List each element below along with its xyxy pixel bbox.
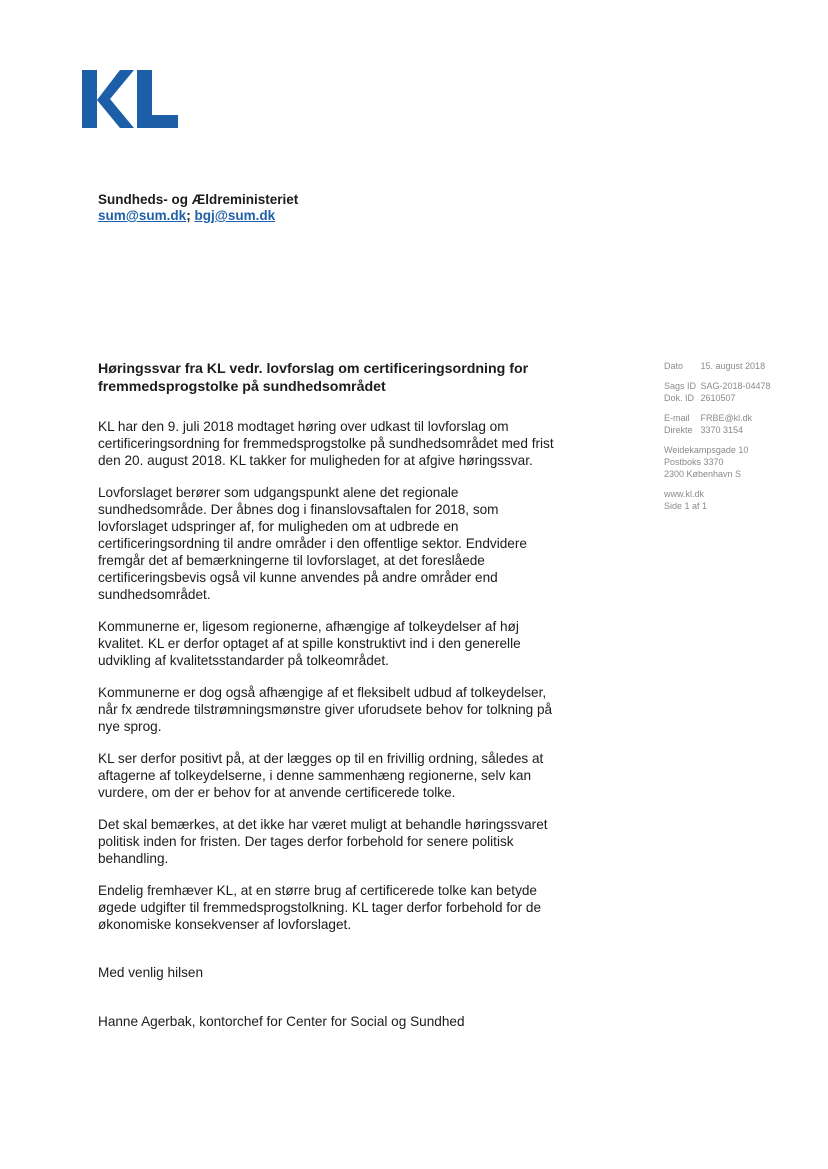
- meta-email: E-mail FRBE@kl.dk: [664, 413, 753, 423]
- email-link-1[interactable]: sum@sum.dk: [98, 208, 187, 223]
- recipient-name: Sundheds- og Ældreministeriet: [98, 192, 299, 207]
- meta-date: Dato 15. august 2018: [664, 361, 766, 371]
- meta-sags-id: Sags ID SAG-2018-04478: [664, 381, 771, 391]
- paragraph: Lovforslaget berører som udgangspunkt alene det regionale sundhedsområde. Der åbnes dog i finanslovsaftalen for 2018, som lovforslaget udspringer af, for muligheden om at udbrede en certificeringsordning til andre områder i den offentlige sektor. Endvidere fremgår det af bemærkningerne til lovforslaget, at det foreslåede certificeringsbevis også vil kunne anvendes på andre områder end sundhedsområdet.: [98, 485, 527, 602]
- meta-dok-id: Dok. ID 2610507: [664, 393, 736, 403]
- letter-subject: Høringssvar fra KL vedr. lovforslag om certificeringsordning for fremmedsprogstolke på sundhedsområdet: [98, 361, 529, 395]
- paragraph: Endelig fremhæver KL, at en større brug af certificerede tolke kan betyde øgede udgifter til fremmedsprogstolkning. KL tager derfor forbehold for de økonomiske konsekvenser af lovforslaget.: [98, 883, 542, 932]
- email-separator: ;: [186, 208, 191, 223]
- meta-direkte: Direkte 3370 3154: [664, 425, 744, 435]
- meta-web: www.kl.dk: [664, 489, 705, 499]
- closing: Med venlig hilsen: [98, 965, 204, 980]
- meta-address: Weidekampsgade 10 Postboks 3370 2300 København S: [664, 445, 749, 479]
- letter-body: [98, 418, 558, 948]
- paragraph: KL har den 9. juli 2018 modtaget høring over udkast til lovforslag om certificeringsordning for fremmedsprogstolke på sundhedsområdet med frist den 20. august 2018. KL takker for muligheden for at afgive høringssvar.: [98, 419, 554, 468]
- paragraph: Kommunerne er dog også afhængige af et fleksibelt udbud af tolkeydelser, når fx ændrede tilstrømningsmønstre giver uforudsete behov for tolkning på nye sprog.: [98, 685, 553, 734]
- signature: Hanne Agerbak, kontorchef for Center for Social og Sundhed: [98, 1014, 465, 1029]
- recipient-emails: [98, 208, 298, 224]
- paragraph: KL ser derfor positivt på, at der lægges op til en frivillig ordning, således at aftagerne af tolkeydelserne, i denne sammenhæng regionerne, selv kan vurdere, om der er behov for at anvende certificerede tolke.: [98, 751, 544, 800]
- paragraph: Kommunerne er, ligesom regionerne, afhængige af tolkeydelser af høj kvalitet. KL er derfor optaget af at spille konstruktivt ind i den generelle udvikling af kvalitetsstandarder på tolkeområdet.: [98, 619, 521, 668]
- paragraph: Det skal bemærkes, at det ikke har været muligt at behandle høringssvaret politisk inden for fristen. Der tages derfor forbehold for senere politisk behandling.: [98, 817, 548, 866]
- meta-column: [664, 360, 804, 520]
- meta-page: Side 1 af 1: [664, 501, 708, 511]
- email-link-2[interactable]: bgj@sum.dk: [194, 208, 276, 223]
- recipient-block: [98, 192, 298, 224]
- kl-logo: [82, 70, 178, 128]
